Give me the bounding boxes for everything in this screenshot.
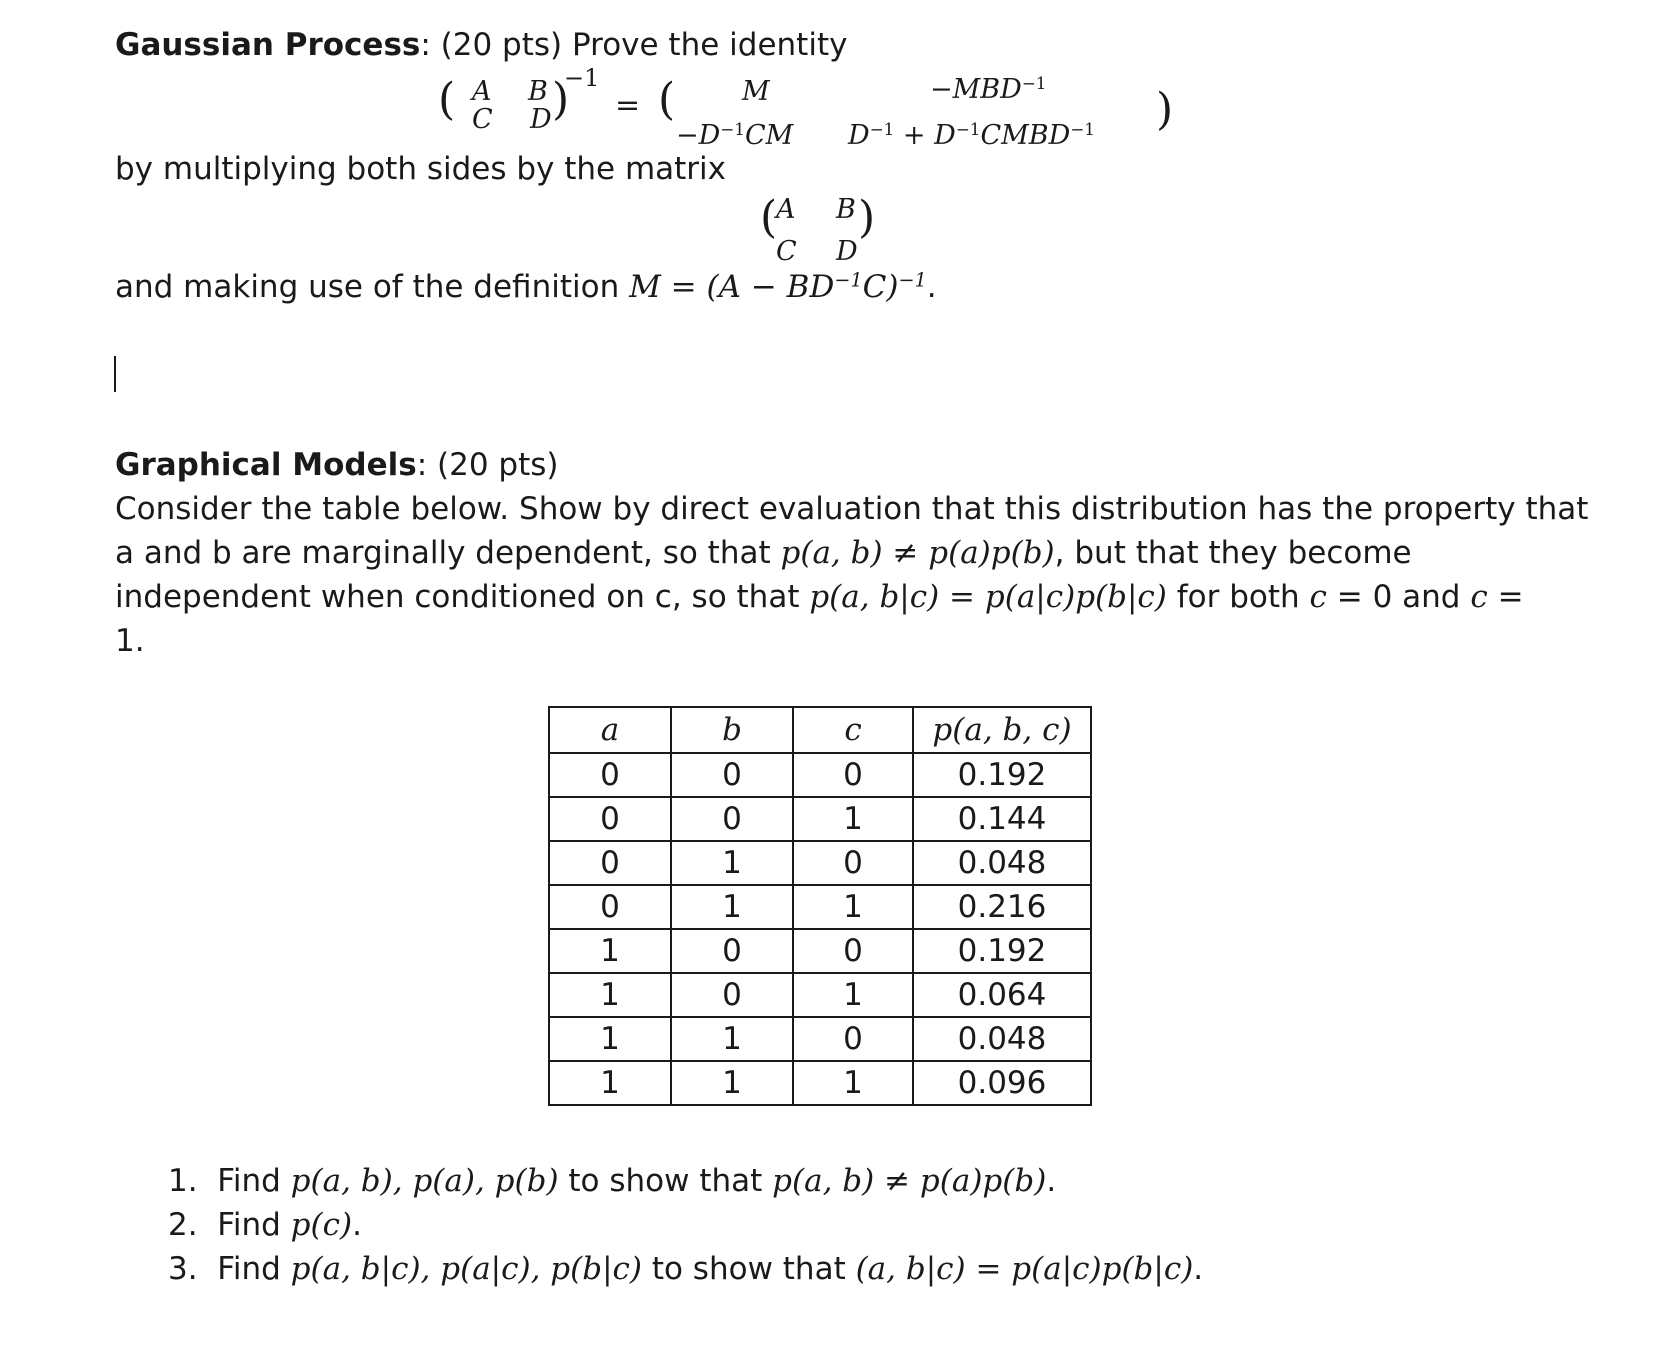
rhs-left-paren: ( <box>658 74 676 125</box>
equals-sign: = <box>615 88 641 123</box>
question-1: 1. Find p(a, b), p(a), p(b) to show that p(a, b) ≠ p(a)p(b). <box>168 1163 1057 1199</box>
table-row <box>549 1017 1091 1061</box>
graphical-line-3: independent when conditioned on c, so that p(a, b|c) = p(a|c)p(b|c) for both c = 0 and c = <box>115 579 1524 615</box>
table-header-row <box>549 707 1091 753</box>
question-2: 2. Find p(c). <box>168 1207 362 1243</box>
cell-p: 0.216 <box>913 885 1091 929</box>
cell-a: 0 <box>549 885 671 929</box>
lhs-c: C <box>472 104 493 135</box>
table-row <box>549 1061 1091 1105</box>
graphical-points: : (20 pts) <box>416 447 559 483</box>
cell-b: 0 <box>671 797 793 841</box>
rhs-right-paren: ) <box>1156 84 1174 135</box>
cell-c: 1 <box>793 797 913 841</box>
graphical-line-4: 1. <box>115 623 145 659</box>
graphical-line-2: a and b are marginally dependent, so that p(a, b) ≠ p(a)p(b), but that they become <box>115 535 1412 571</box>
cell-b: 1 <box>671 1061 793 1105</box>
lhs-a: A <box>472 76 492 107</box>
question-3: 3. Find p(a, b|c), p(a|c), p(b|c) to show that (a, b|c) = p(a|c)p(b|c). <box>168 1251 1204 1287</box>
header-b: b <box>671 707 793 753</box>
distribution-table <box>548 706 1092 1106</box>
cell-b: 0 <box>671 929 793 973</box>
graphical-heading <box>115 447 559 483</box>
header-a: a <box>549 707 671 753</box>
gaussian-points: : (20 pts) Prove the identity <box>420 27 848 63</box>
lhs-b: B <box>528 76 548 107</box>
cell-b: 0 <box>671 753 793 797</box>
cell-a: 1 <box>549 929 671 973</box>
lhs-exponent: −1 <box>564 64 600 92</box>
mat2-right-paren: ) <box>858 192 876 243</box>
cell-a: 1 <box>549 973 671 1017</box>
table-row <box>549 797 1091 841</box>
cell-p: 0.064 <box>913 973 1091 1017</box>
rhs-m: M <box>742 76 770 107</box>
gaussian-title: Gaussian Process <box>115 27 421 63</box>
table-row <box>549 841 1091 885</box>
table-row <box>549 753 1091 797</box>
header-c: c <box>793 707 913 753</box>
cell-a: 0 <box>549 797 671 841</box>
cell-b: 1 <box>671 841 793 885</box>
header-p: p(a, b, c) <box>913 707 1091 753</box>
graphical-title: Graphical Models <box>115 447 417 483</box>
cell-c: 0 <box>793 841 913 885</box>
mat2-a: A <box>776 194 796 225</box>
cell-a: 0 <box>549 841 671 885</box>
cell-c: 1 <box>793 885 913 929</box>
cell-p: 0.144 <box>913 797 1091 841</box>
mat2-left-paren: ( <box>760 192 778 243</box>
lhs-d: D <box>530 104 552 135</box>
graphical-line-1: Consider the table below. Show by direct evaluation that this distribution has the property that <box>115 491 1589 527</box>
cell-c: 0 <box>793 929 913 973</box>
gaussian-line-3: and making use of the definition $M = (A - BD^{-1}C)^{-1}$. <box>115 268 937 305</box>
cell-b: 0 <box>671 973 793 1017</box>
gaussian-line-2: by multiplying both sides by the matrix <box>115 151 727 187</box>
cell-p: 0.192 <box>913 929 1091 973</box>
rhs-bottom-right: $D^{-1}$ + $D^{-1}CMBD^{-1}$ <box>848 118 1095 151</box>
text-cursor <box>114 356 116 392</box>
cell-p: 0.192 <box>913 753 1091 797</box>
lhs-right-paren: ) <box>552 74 570 125</box>
cell-c: 1 <box>793 973 913 1017</box>
gaussian-heading <box>115 27 848 63</box>
table-row <box>549 929 1091 973</box>
cell-c: 0 <box>793 753 913 797</box>
lhs-left-paren: ( <box>438 74 456 125</box>
rhs-top-right: $-MBD^{-1}$ <box>930 72 1047 105</box>
cell-b: 1 <box>671 1017 793 1061</box>
cell-p: 0.048 <box>913 1017 1091 1061</box>
rhs-bottom-left: $-D^{-1}CM$ <box>676 118 794 151</box>
mat2-b: B <box>836 194 856 225</box>
cell-p: 0.096 <box>913 1061 1091 1105</box>
cell-c: 1 <box>793 1061 913 1105</box>
cell-a: 1 <box>549 1017 671 1061</box>
table-row <box>549 885 1091 929</box>
cell-a: 0 <box>549 753 671 797</box>
cell-p: 0.048 <box>913 841 1091 885</box>
cell-a: 1 <box>549 1061 671 1105</box>
cell-c: 0 <box>793 1017 913 1061</box>
table-row <box>549 973 1091 1017</box>
mat2-d: D <box>836 236 858 267</box>
cell-b: 1 <box>671 885 793 929</box>
mat2-c: C <box>776 236 797 267</box>
